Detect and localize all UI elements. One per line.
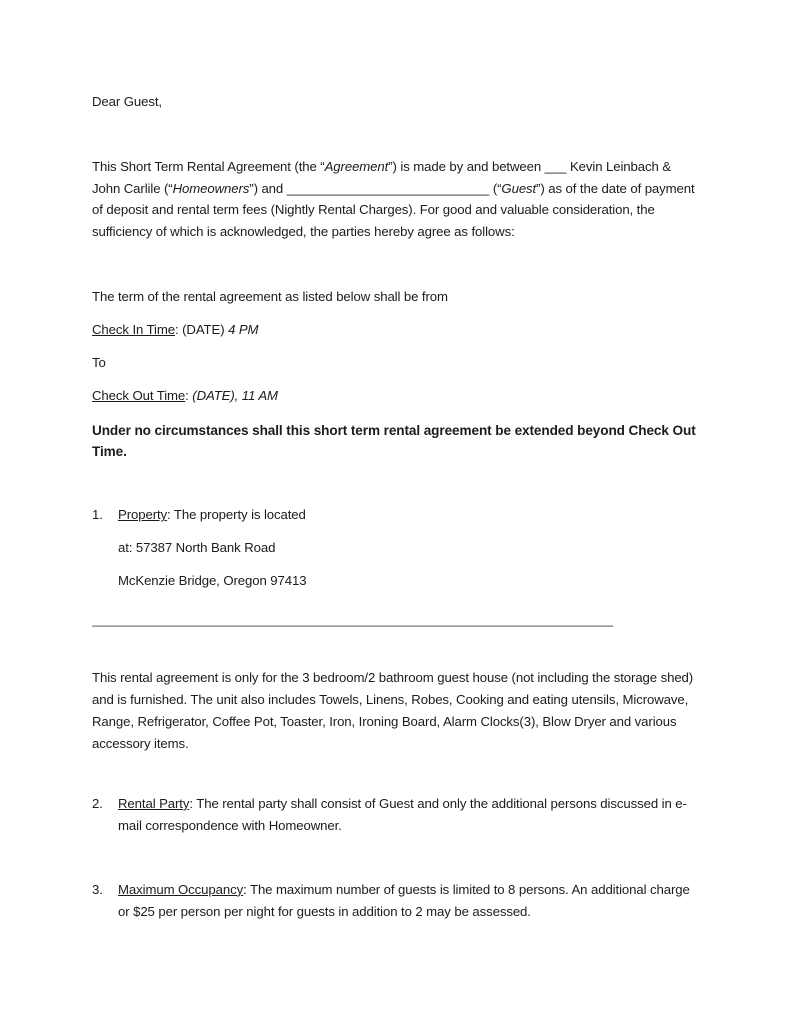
check-in-line <box>92 319 702 340</box>
intro-text-2: ”) is made by and between ___ Kevin Leinbach & John Carlile (“ <box>92 159 671 196</box>
item-body <box>118 793 702 837</box>
item-number: 3. <box>92 881 103 897</box>
check-out-value: (DATE), 11 AM <box>192 388 278 404</box>
item-number: 1. <box>92 507 103 523</box>
salutation: Dear Guest, <box>92 94 162 109</box>
property-address-line-2: McKenzie Bridge, Oregon 97413 <box>118 573 307 589</box>
property-heading-line <box>118 504 702 526</box>
maximum-occupancy-label: Maximum Occupancy <box>118 881 244 897</box>
blank-fill-line: ________________________________________________________________________ <box>92 612 613 628</box>
check-in-separator: : (DATE) <box>174 322 229 338</box>
list-item-property <box>92 504 702 592</box>
term-statement: The term of the rental agreement as listed below shall be from <box>92 289 448 305</box>
check-out-line <box>92 385 702 406</box>
item-body <box>118 879 702 923</box>
check-out-label: Check Out Time <box>92 388 186 404</box>
property-address-line-1: at: 57387 North Bank Road <box>118 540 276 556</box>
property-text: : The property is located <box>167 507 306 523</box>
list-item-maximum-occupancy <box>92 879 702 923</box>
homeowners-term: Homeowners <box>172 180 250 196</box>
check-in-label: Check In Time <box>92 322 175 338</box>
no-extension-notice: Under no circumstances shall this short term rental agreement be extended beyond Check Out Time. <box>92 422 696 460</box>
property-label: Property <box>118 507 168 523</box>
agreement-term: Agreement <box>324 159 389 175</box>
rental-party-text: : The rental party shall consist of Guest and only the additional persons discussed in e-mail correspondence with Homeowner. <box>118 795 687 833</box>
maximum-occupancy-line <box>118 879 702 923</box>
check-in-value: 4 PM <box>228 322 259 338</box>
list-item-rental-party <box>92 793 702 837</box>
guest-term: Guest <box>501 180 537 196</box>
intro-paragraph <box>92 156 702 242</box>
furnishing-paragraph: This rental agreement is only for the 3 bedroom/2 bathroom guest house (not including the storage shed) and is furnished. The unit also includes Towels, Linens, Robes, Cooking and eating utensils, Microwave, Range, Refrigerator, Coffee Pot, Toaster, Iron, Ironing Board, Alarm Clocks(3), Blow Dryer and various accessory items. <box>92 669 694 751</box>
rental-party-label: Rental Party <box>118 795 190 811</box>
intro-text-3: ”) and ____________________________ (“ <box>249 180 502 196</box>
item-number: 2. <box>92 795 103 811</box>
to-word: To <box>92 354 106 370</box>
maximum-occupancy-text: : The maximum number of guests is limited to 8 persons. An additional charge or $25 per person per night for guests in addition to 2 may be assessed. <box>118 881 690 919</box>
intro-text-1: This Short Term Rental Agreement (the “ <box>92 159 325 175</box>
intro-text-4: ”) as of the date of payment of deposit and rental term fees (Nightly Rental Charges). For good and valuable consideration, the sufficiency of which is acknowledged, the parties hereby agree as follows: <box>92 180 695 239</box>
item-body <box>118 504 702 592</box>
check-out-separator: : <box>185 388 193 404</box>
rental-party-line <box>118 793 702 837</box>
